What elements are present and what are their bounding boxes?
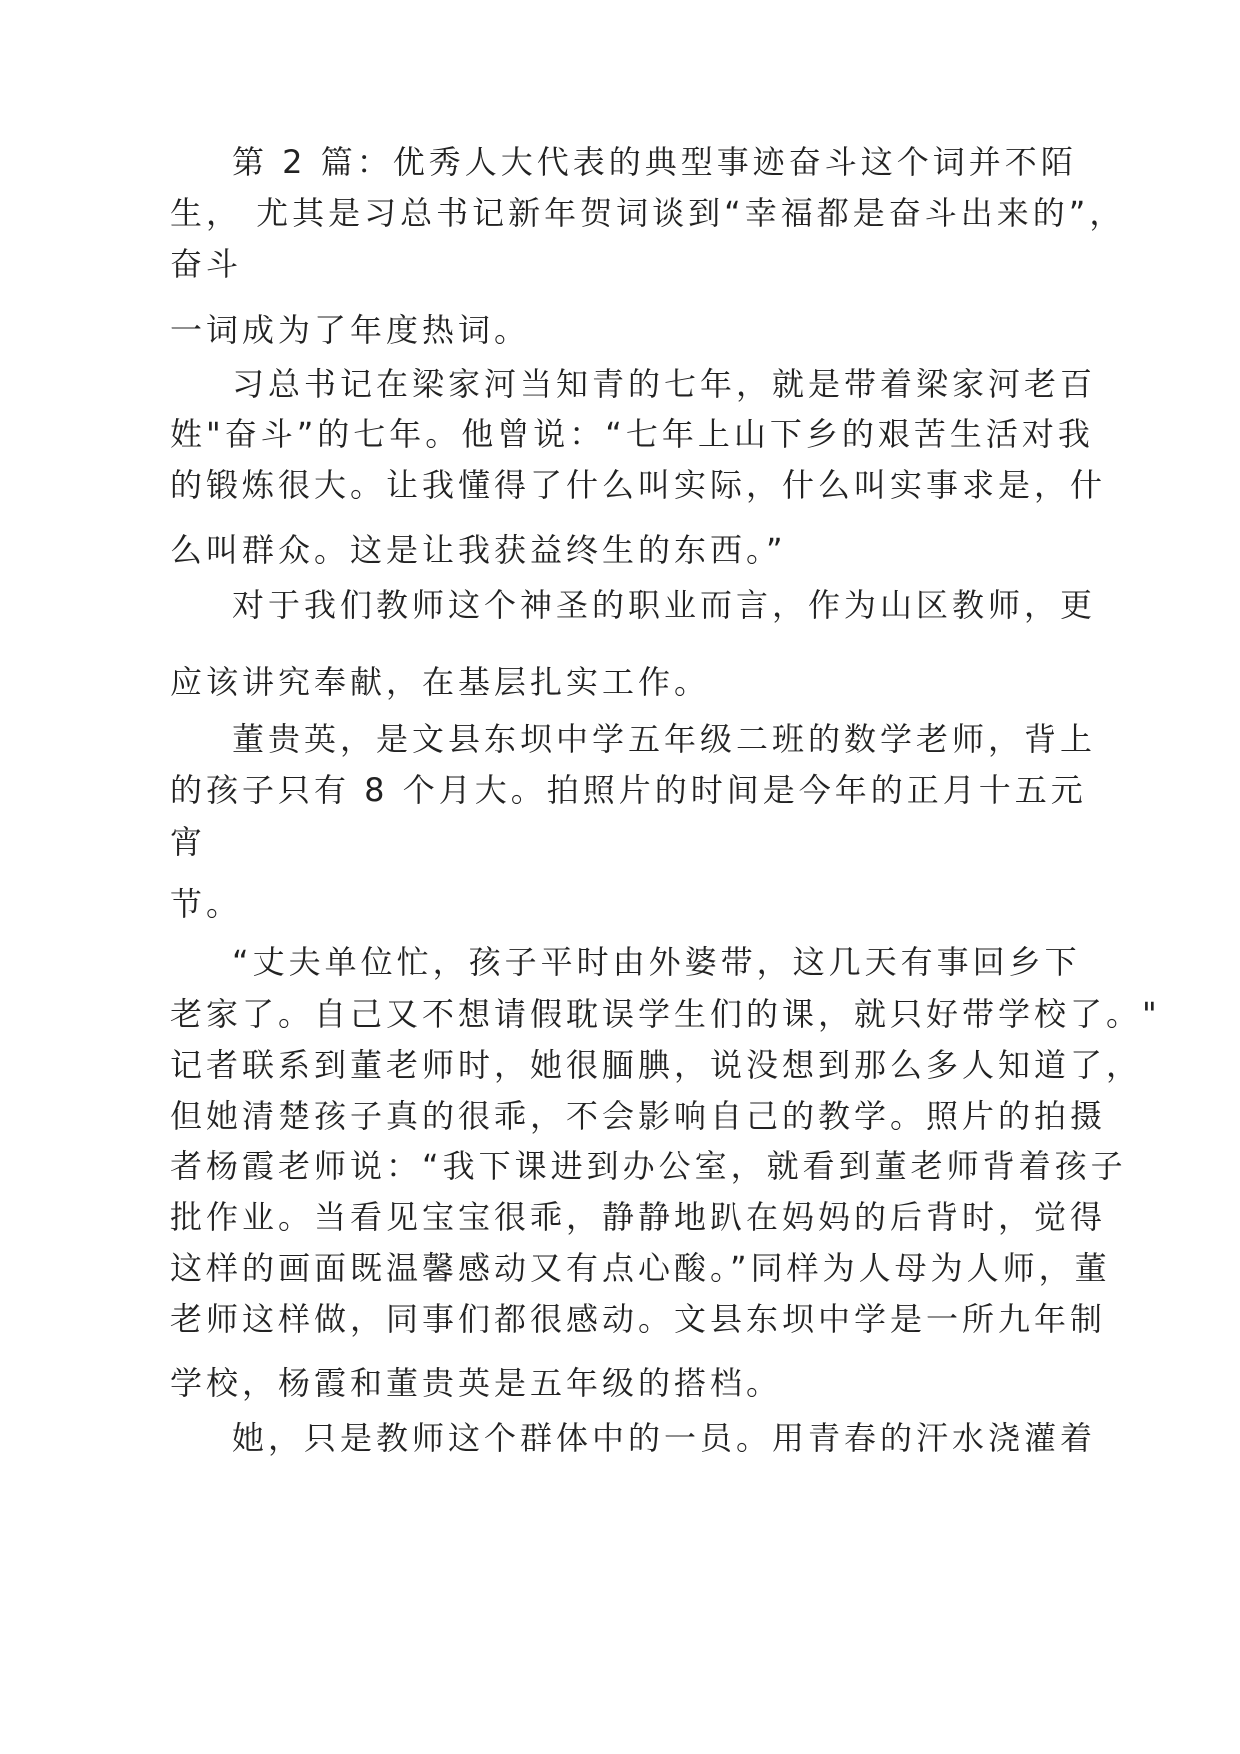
text-line: 批作业。当看见宝宝很乖，静静地趴在妈妈的后背时，觉得 <box>170 1198 1107 1236</box>
text-line: 这样的画面既温馨感动又有点心酸。”同样为人母为人师，董 <box>170 1249 1111 1287</box>
text-line: 一词成为了年度热词。 <box>170 311 531 349</box>
text-line: 老家了。自己又不想请假耽误学生们的课，就只好带学校了。" <box>170 995 1161 1033</box>
text-line: 节。 <box>170 885 243 923</box>
text-line: 的孩子只有 8 个月大。拍照片的时间是今年的正月十五元 <box>170 771 1087 809</box>
text-line: 学校，杨霞和董贵英是五年级的搭档。 <box>170 1364 783 1402</box>
text-line: “丈夫单位忙，孩子平时由外婆带，这几天有事回乡下 <box>232 943 1081 981</box>
text-line: 老师这样做，同事们都很感动。文县东坝中学是一所九年制 <box>170 1300 1107 1338</box>
text-line: 应该讲究奉献，在基层扎实工作。 <box>170 663 711 701</box>
text-line: 第 2 篇：优秀人大代表的典型事迹奋斗这个词并不陌 <box>232 143 1077 181</box>
text-line: 习总书记在梁家河当知青的七年，就是带着梁家河老百 <box>232 365 1097 403</box>
text-line: 的锻炼很大。让我懂得了什么叫实际，什么叫实事求是，什 <box>170 466 1107 504</box>
text-line: 么叫群众。这是让我获益终生的东西。” <box>170 531 787 569</box>
text-line: 董贵英，是文县东坝中学五年级二班的数学老师，背上 <box>232 720 1097 758</box>
text-line: 对于我们教师这个神圣的职业而言，作为山区教师，更 <box>232 586 1097 624</box>
text-line: 姓"奋斗”的七年。他曾说：“七年上山下乡的艰苦生活对我 <box>170 415 1094 453</box>
text-line: 者杨霞老师说：“我下课进到办公室，就看到董老师背着孩子 <box>170 1147 1127 1185</box>
text-line: 她，只是教师这个群体中的一员。用青春的汗水浇灌着 <box>232 1419 1097 1457</box>
text-line: 宵 <box>170 823 207 861</box>
text-line: 记者联系到董老师时，她很腼腆，说没想到那么多人知道了， <box>170 1046 1143 1084</box>
text-line: 生， 尤其是习总书记新年贺词谈到“幸福都是奋斗出来的”， <box>170 194 1126 232</box>
text-line: 但她清楚孩子真的很乖，不会影响自己的教学。照片的拍摄 <box>170 1097 1107 1135</box>
text-line: 奋斗 <box>170 245 243 283</box>
